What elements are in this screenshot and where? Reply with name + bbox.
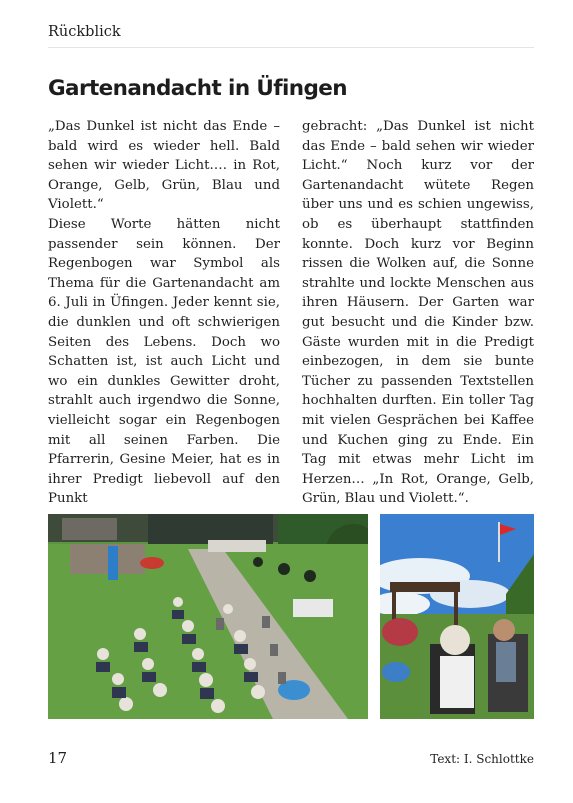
paragraph-continuation: gebracht: „Das Dunkel ist nicht das Ende – bald sehen wir wieder Licht.“ Noch kurz vor der Gartenandacht wütete Regen über uns und es schien ungewiss, ob es überhaupt stattfinden konnte. Doch kurz vor Beginn rissen die Wolken auf, die Sonne strahlte und lockte Menschen aus ihren Häusern. Der Garten war gut besucht und die Kinder bzw. Gäste wurden mit in die Predigt einbezogen, in dem sie bunte Tücher zu passenden Textstellen hochhalten durften. Ein toller Tag mit vielen Gesprächen bei Kaffee und Kuchen ging zu Ende. Ein Tag mit etwas mehr Licht im Herzen… „In Rot, Orange, Gelb, Grün, Blau und Violett.“. [302,119,534,507]
text-column-right [302,117,534,509]
garden-service-photo [48,514,368,719]
guests-seated-photo [380,514,534,719]
paragraph-body: Diese Worte hätten nicht passender sein können. Der Regenbogen war Symbol als Thema für die Gartenandacht am 6. Juli in Üfingen. Jeder kennt sie, die dunklen und oft schwierigen Seiten des Lebens. Doch wo Schatten ist, ist auch Licht und wo ein dunkles Gewitter droht, strahlt auch irgendwo die Sonne, vielleicht sogar ein Regenbogen mit all seinen Farben. Die Pfarrerin, Gesine Meier, hat es in ihrer Predigt liebevoll auf den Punkt [48,216,280,507]
section-label: Rückblick [48,24,121,40]
guests-seated-illustration [380,514,534,719]
text-column-left [48,117,280,509]
section-header [48,24,534,48]
article-title: Gartenandacht in Üfingen [48,76,347,101]
paragraph-quote: „Das Dunkel ist nicht das Ende – bald wird es wieder hell. Bald sehen wir wieder Licht.… in Rot, Orange, Gelb, Grün, Blau und Violett.“ [48,119,280,213]
author-credit: Text: I. Schlottke [430,752,534,766]
garden-service-illustration [48,514,368,719]
page-number: 17 [48,749,68,767]
